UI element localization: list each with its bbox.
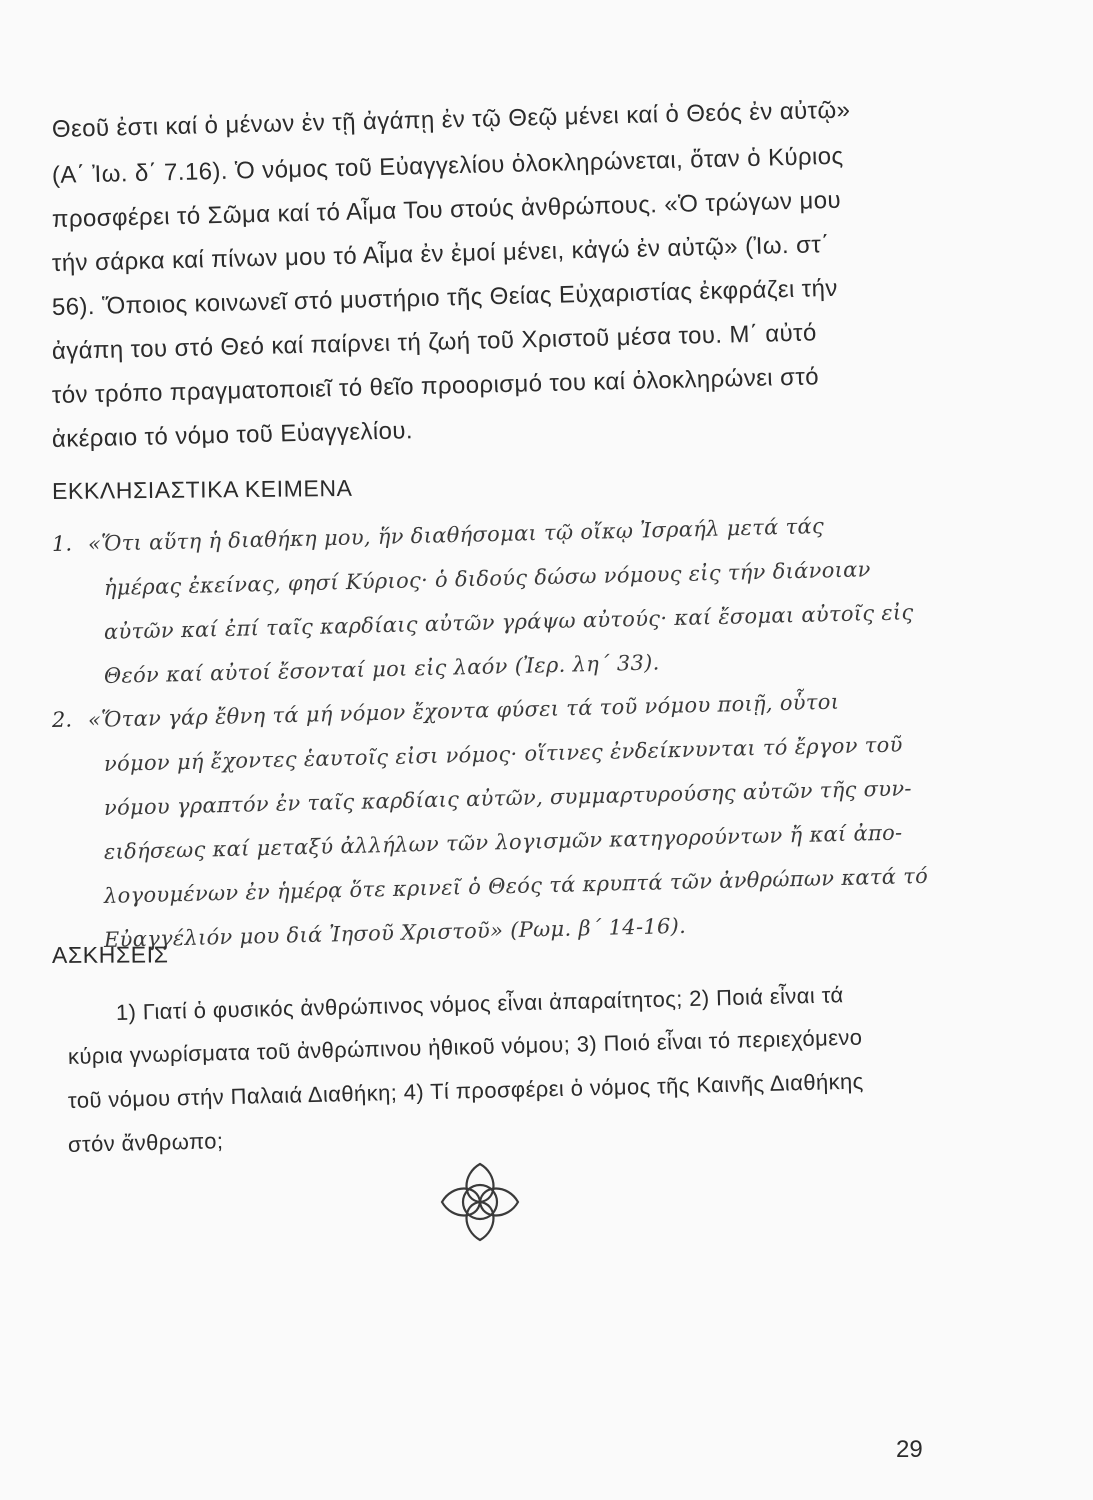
exercise-line: τοῦ νόμου στήν Παλαιά Διαθήκη; 4) Τί προσφέρει ὁ νόμος τῆς Καινῆς Διαθήκης [67, 1068, 864, 1113]
intro-line: τήν σάρκα καί πίνων μου τό Αἷμα ἐν ἐμοί μένει, κἀγώ ἐν αὐτῷ» (Ἰω. στ΄ [51, 231, 830, 277]
exercise-line: 1) Γιατί ὁ φυσικός ἀνθρώπινος νόμος εἶναι ἀπαραίτητος; 2) Ποιά εἶναι τά [115, 982, 844, 1025]
intro-line: ἀγάπη του στό Θεό καί παίρνει τή ζωή τοῦ Χριστοῦ μέσα του. Μ΄ αὐτό [51, 319, 818, 365]
quote-line: Εὐαγγέλιόν μου διά Ἰησοῦ Χριστοῦ» (Ρωμ. β΄ 14-16). [103, 913, 687, 952]
exercise-line: στόν ἄνθρωπο; [67, 1128, 224, 1157]
four-petal-knot-icon [438, 1160, 522, 1244]
page-number: 29 [896, 1436, 923, 1463]
quote-number: 2. [51, 707, 73, 732]
intro-line: προσφέρει τό Σῶμα καί τό Αἷμα Του στούς ἀνθρώπους. «Ὁ τρώγων μου [51, 186, 842, 233]
quote-line: αὐτῶν καί ἐπί ταῖς καρδίαις αὐτῶν γράψω αὐτούς· καί ἔσομαι αὐτοῖς εἰς [103, 600, 914, 644]
quote-line: «Ὅτι αὕτη ἡ διαθήκη μου, ἥν διαθήσομαι τῷ οἴκῳ Ἰσραήλ μετά τάς [87, 514, 825, 556]
section-heading-church-texts: ΕΚΚΛΗΣΙΑΣΤΙΚΑ ΚΕΙΜΕΝΑ [51, 474, 353, 504]
section-heading-exercises: ΑΣΚΗΣΕΙΣ [51, 941, 169, 968]
intro-line: ἀκέραιο τό νόμο τοῦ Εὐαγγελίου. [51, 417, 414, 453]
quote-line: Θεόν καί αὐτοί ἔσονταί μοι εἰς λαόν (Ἰερ. λη΄ 33). [103, 650, 660, 688]
exercise-line: κύρια γνωρίσματα τοῦ ἀνθρώπινου ἠθικοῦ νόμου; 3) Ποιό εἶναι τό περιεχόμενο [67, 1024, 863, 1069]
quote-line: νόμου γραπτόν ἐν ταῖς καρδίαις αὐτῶν, συμμαρτυρούσης αὐτῶν τῆς συν- [103, 776, 913, 820]
quote-line: λογουμένων ἐν ἡμέρᾳ ὅτε κρινεῖ ὁ Θεός τά κρυπτά τῶν ἀνθρώπων κατά τό [103, 863, 929, 908]
intro-line: (Α΄ Ἰω. δ΄ 7.16). Ὁ νόμος τοῦ Εὐαγγελίου ὁλοκληρώνεται, ὅταν ὁ Κύριος [51, 142, 844, 189]
quote-number: 1. [51, 531, 73, 556]
quote-line: νόμον μή ἔχοντες ἑαυτοῖς εἰσι νόμος· οἵτινες ἐνδείκνυνται τό ἔργον τοῦ [103, 732, 903, 776]
intro-line: 56). Ὅποιος κοινωνεῖ στό μυστήριο τῆς Θείας Εὐχαριστίας ἐκφράζει τήν [51, 274, 839, 321]
intro-line: τόν τρόπο πραγματοποιεῖ τό θεῖο προορισμό του καί ὁλοκληρώνει στό [51, 363, 820, 409]
quote-line: ἡμέρας ἐκείνας, φησί Κύριος· ὁ διδούς δώσω νόμους εἰς τήν διάνοιαν [103, 557, 871, 600]
quote-line: «Ὅταν γάρ ἔθνη τά μή νόμον ἔχοντα φύσει τά τοῦ νόμου ποιῇ, οὗτοι [87, 689, 840, 732]
quote-line: ειδήσεως καί μεταξύ ἀλλήλων τῶν λογισμῶν κατηγορούντων ἤ καί ἀπο- [103, 820, 903, 864]
intro-line: Θεοῦ ἐστι καί ὁ μένων ἐν τῇ ἀγάπῃ ἐν τῷ Θεῷ μένει καί ὁ Θεός ἐν αὐτῷ» [51, 96, 851, 143]
